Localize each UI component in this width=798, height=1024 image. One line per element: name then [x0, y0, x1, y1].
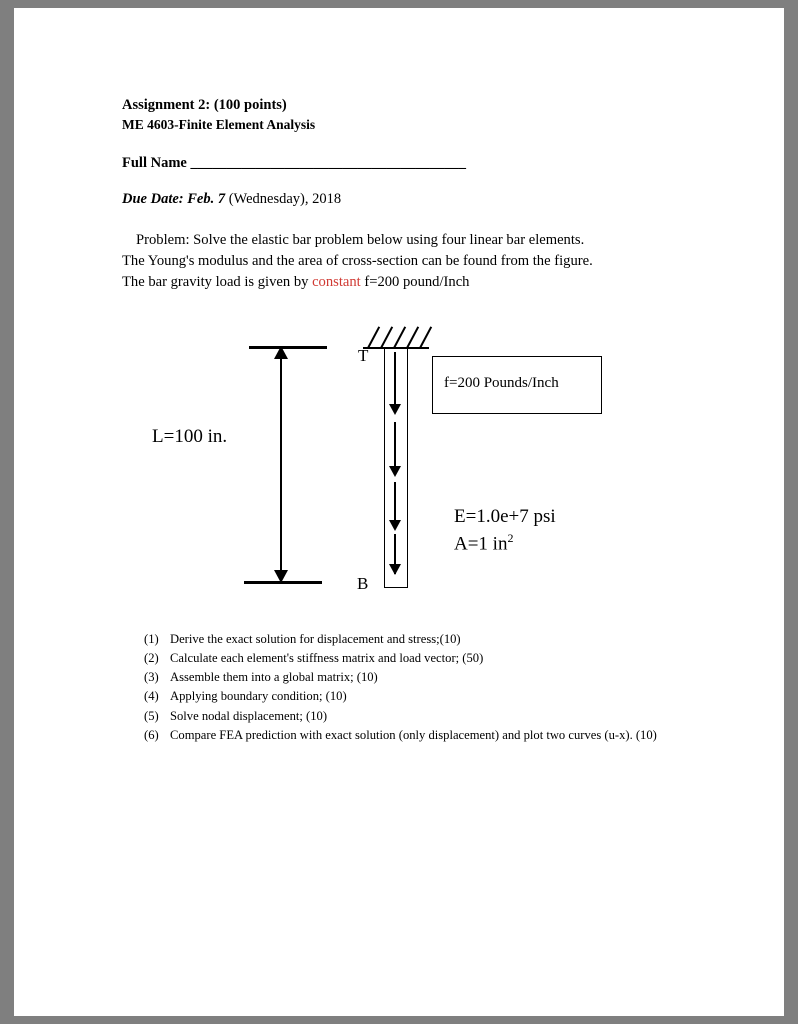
due-date-line [122, 191, 692, 208]
list-item [144, 630, 744, 649]
hatch-line-icon [393, 326, 406, 348]
dimension-line [280, 348, 282, 583]
list-item [144, 707, 744, 726]
top-node-label: T [358, 346, 369, 365]
bar-problem-figure [122, 326, 692, 616]
problem-line-3-prefix: The bar gravity load is given by [122, 274, 313, 291]
load-arrow-head-icon [389, 466, 401, 477]
bottom-node-label: B [357, 574, 369, 593]
dimension-arrow-up-icon [274, 346, 288, 359]
list-item [144, 687, 744, 706]
task-text: Derive the exact solution for displacement and stress;(10) [170, 632, 461, 646]
list-item [144, 649, 744, 668]
task-text: Applying boundary condition; (10) [170, 689, 347, 704]
problem-line-3-suffix: f=200 pound/Inch [360, 274, 470, 291]
task-number: (5) [144, 708, 159, 723]
hatch-line-icon [380, 326, 393, 348]
area-value: A=1 in [454, 532, 508, 554]
load-arrow-head-icon [389, 404, 401, 415]
load-arrow-shaft [394, 422, 396, 472]
task-number: (4) [144, 689, 159, 704]
fixed-support-hatching [363, 326, 435, 348]
document-body [122, 96, 692, 293]
paper-page [14, 8, 784, 1016]
task-number: (1) [144, 632, 159, 646]
material-properties [454, 504, 556, 557]
area-label [454, 530, 556, 557]
due-date-value: (Wednesday), 2018 [225, 190, 342, 207]
problem-keyword-constant: constant [312, 274, 361, 291]
length-label: L=100 in. [152, 426, 228, 447]
list-item [144, 726, 744, 745]
course-subtitle: ME 4603-Finite Element Analysis [122, 116, 316, 132]
hatch-line-icon [406, 326, 419, 348]
problem-line-1: Problem: Solve the elastic bar problem below using four linear bar elements. [136, 231, 585, 248]
task-text: Solve nodal displacement; (10) [170, 708, 328, 723]
task-text: Compare FEA prediction with exact solution (only displacement) and plot two curves (u-x). (10) [170, 727, 657, 742]
dimension-arrow-down-icon [274, 570, 288, 583]
problem-statement [122, 230, 692, 293]
area-exponent: 2 [507, 530, 514, 545]
hatch-line-icon [419, 326, 432, 348]
due-date-label: Due Date: Feb. 7 [122, 190, 226, 207]
task-number: (6) [144, 727, 159, 742]
force-callout-text: f=200 Pounds/Inch [444, 375, 559, 391]
dimension-top-tick [249, 346, 327, 349]
full-name-field: Full Name ______________________________________ [122, 154, 466, 171]
task-number: (2) [144, 651, 159, 666]
task-number: (3) [144, 670, 159, 685]
task-text: Calculate each element's stiffness matrix and load vector; (50) [170, 651, 484, 666]
force-callout-box [432, 356, 602, 414]
list-item [144, 668, 744, 687]
task-text: Assemble them into a global matrix; (10) [170, 670, 378, 685]
load-arrow-head-icon [389, 564, 401, 575]
task-list [144, 630, 744, 745]
hatch-line-icon [367, 326, 380, 348]
youngs-modulus-label: E=1.0e+7 psi [454, 506, 556, 527]
problem-line-2: The Young's modulus and the area of cross-section can be found from the figure. [122, 252, 593, 269]
load-arrow-shaft [394, 352, 396, 410]
assignment-title: Assignment 2: (100 points) [122, 97, 287, 113]
load-arrow-head-icon [389, 520, 401, 531]
